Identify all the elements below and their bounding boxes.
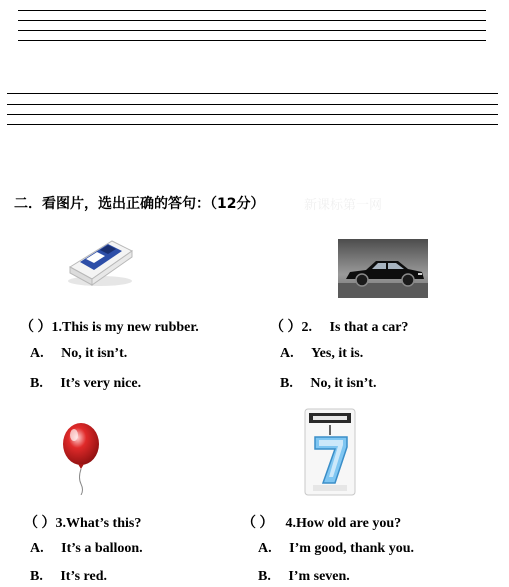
option-text: It’s red. [60, 569, 108, 584]
option-4a [258, 541, 414, 557]
option-1b [30, 376, 141, 392]
option-3a [30, 541, 143, 557]
answer-paren[interactable]: （ ） [270, 320, 302, 335]
option-2a [280, 346, 363, 362]
writing-line [18, 30, 486, 31]
option-text: I’m seven. [288, 569, 350, 584]
question-text: 4.How old are you? [285, 516, 402, 531]
answer-paren[interactable]: （ ） [20, 320, 52, 335]
option-text: It’s a balloon. [61, 541, 143, 556]
option-letter: B. [258, 569, 271, 584]
option-3b [30, 569, 107, 585]
car-icon [338, 239, 428, 298]
answer-paren[interactable]: （ ） [242, 516, 274, 531]
option-2b [280, 376, 376, 392]
writing-line [18, 40, 486, 41]
option-letter: A. [30, 346, 44, 361]
question-4 [242, 512, 401, 532]
question-3 [24, 512, 141, 532]
option-letter: B. [30, 376, 43, 391]
section-title: 二．看图片，选出正确的答句：（12分） [14, 196, 265, 212]
option-letter: B. [30, 569, 43, 584]
writing-line [7, 114, 498, 115]
candle-7-icon [303, 407, 357, 497]
option-letter: A. [280, 346, 294, 361]
question-text: 1.This is my new rubber. [51, 320, 199, 335]
option-text: Yes, it is. [311, 346, 364, 361]
question-text: Is that a car? [329, 320, 409, 335]
option-letter: A. [258, 541, 272, 556]
question-number: 2. [301, 320, 312, 335]
writing-line [7, 124, 498, 125]
option-letter: B. [280, 376, 293, 391]
option-4b [258, 569, 350, 585]
balloon-icon [58, 420, 104, 495]
option-letter: A. [30, 541, 44, 556]
option-text: No, it isn’t. [61, 346, 128, 361]
answer-paren[interactable]: （ ） [24, 516, 56, 531]
watermark: 新课标第一网 [304, 198, 383, 213]
option-text: I’m good, thank you. [289, 541, 414, 556]
eraser-icon [64, 231, 136, 289]
writing-line [18, 10, 486, 11]
writing-line [7, 104, 498, 105]
option-text: No, it isn’t. [310, 376, 377, 391]
writing-line [7, 93, 498, 94]
question-1 [20, 316, 199, 336]
option-1a [30, 346, 127, 362]
option-text: It’s very nice. [60, 376, 142, 391]
writing-line [18, 20, 486, 21]
question-text: 3.What’s this? [55, 516, 142, 531]
question-2 [270, 316, 408, 336]
